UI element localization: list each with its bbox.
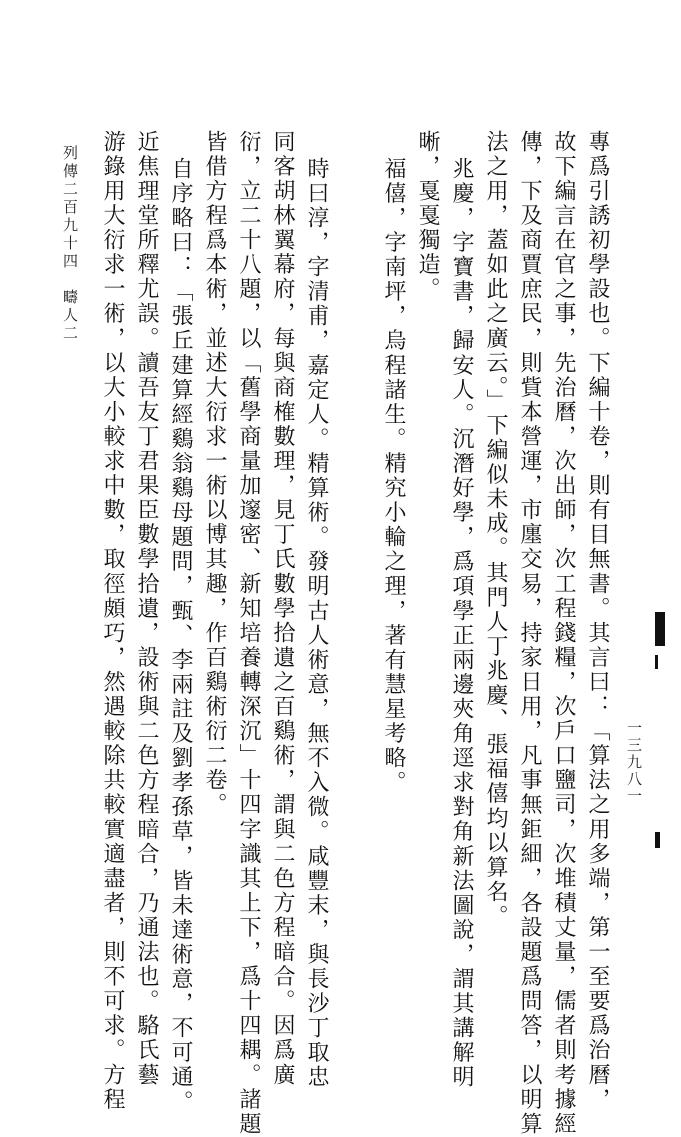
text-column-4: 法之用，蓋如此之廣云。」下編似未成。其門人丁兆慶、張福僖均以算名。 xyxy=(483,130,508,930)
text-column-8: 時曰淳，字清甫，嘉定人。精算術。發明古人術意，無不入微。咸豐末，與長沙丁取忠 xyxy=(304,157,329,1090)
text-column-10: 衍，立二十八題，以「舊學商量加邃密、新知培養轉深沉」十四字識其上下，爲十四耦。諸題 xyxy=(236,130,261,1137)
text-column-13: 近焦理堂所釋尤誤。讀吾友丁君果臣數學拾遺，設術與二色方程暗合，乃通法也。駱氏藝 xyxy=(134,130,159,1088)
scan-edge-mark xyxy=(655,612,665,646)
page-number: 一三九八一 xyxy=(625,720,643,805)
text-column-7: 福僖，字南坪，烏程諸生。精究小輪之理，著有慧星考略。 xyxy=(381,157,406,796)
text-column-11: 皆借方程爲本術，並述大衍求一術以博其趣，作百鷄術衍二卷。 xyxy=(202,130,227,818)
scan-edge-mark-lower xyxy=(655,832,660,848)
running-head: 列傳二百九十四 疇人二 xyxy=(61,145,79,343)
text-column-5: 兆慶，字寶書，歸安人。沉潛好學，爲項學正兩邊夾角逕求對角新法圖說，謂其講解明 xyxy=(449,157,474,1090)
text-column-14: 游錄用大衍求一術，以大小較求中數，取徑頗巧，然遇較除共較實適盡者，則不可求。方程 xyxy=(100,130,125,1112)
text-column-1: 專爲引誘初學設也。下編十卷，則有目無書。其言曰：「算法之用多端，第一至要爲治曆， xyxy=(585,130,610,1112)
scan-edge-mark-small xyxy=(655,655,658,669)
text-column-9: 同客胡林翼幕府，每與商榷數理，見丁氏數學拾遺之百鷄術，謂與二色方程暗合。因爲廣 xyxy=(270,130,295,1088)
text-column-12: 自序略曰：「張丘建算經鷄翁鷄母題問，甄、李兩註及劉孝孫草，皆未達術意，不可通。 xyxy=(168,157,193,1115)
text-column-6: 晰，戛戛獨造。 xyxy=(415,130,440,302)
text-column-2: 故下編言在官之事，先治曆，次出師，次工程錢糧，次戶口鹽司，次堆積丈量，儒者則考據經 xyxy=(551,130,576,1137)
text-column-3: 傳，下及商賈庶民，則貲本營運，市廛交易，持家日用，凡事無鉅細，各設題爲問答，以明算 xyxy=(517,130,542,1137)
